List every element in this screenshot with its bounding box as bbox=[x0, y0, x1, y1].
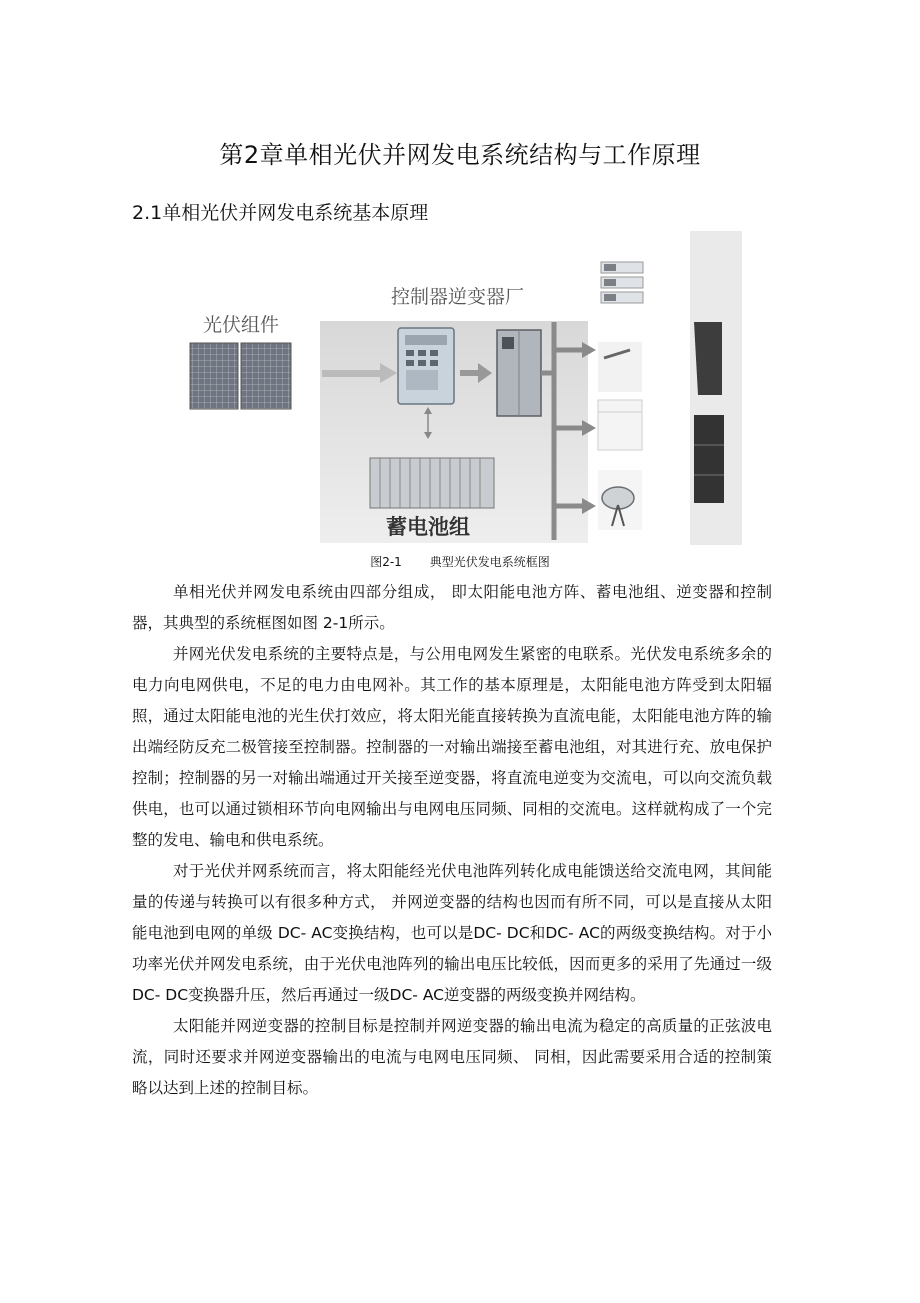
pv-panel-image bbox=[190, 343, 291, 409]
inverter-image bbox=[497, 330, 541, 416]
paragraph: 单相光伏并网发电系统由四部分组成， 即太阳能电池方阵、蓄电池组、逆变器和控制器，其典型的系统框图如图 2-1所示。 bbox=[132, 583, 772, 632]
grid-equipment-strip bbox=[690, 231, 742, 545]
satellite-dish-image bbox=[598, 470, 642, 530]
controller-image bbox=[398, 328, 454, 404]
section-title: 2.1单相光伏并网发电系统基本原理 bbox=[132, 202, 429, 224]
lights-image bbox=[601, 262, 643, 303]
load-arrow-2 bbox=[582, 420, 596, 436]
figure-caption-text: 典型光伏发电系统框图 bbox=[429, 555, 550, 569]
pv-module-label: 光伏组件 bbox=[203, 314, 280, 336]
appliance-image bbox=[598, 400, 642, 450]
lamp-image bbox=[598, 342, 642, 392]
battery-bank-image bbox=[370, 458, 494, 508]
paragraph: 太阳能并网逆变器的控制目标是控制并网逆变器的输出电流为稳定的高质量的正弦波电流，同时还要求并网逆变器输出的电流与电网电压同频、 同相，因此需要采用合适的控制策略以达到上述的控制目标。 bbox=[132, 1017, 772, 1097]
chapter-title: 第2章单相光伏并网发电系统结构与工作原理 bbox=[219, 141, 701, 169]
paragraph: 并网光伏发电系统的主要特点是，与公用电网发生紧密的电联系。光伏发电系统多余的电力向电网供电，不足的电力由电网补。其工作的基本原理是，太阳能电池方阵受到太阳辐照，通过太阳能电池的光生伏打效应，将太阳光能直接转换为直流电能，太阳能电池方阵的输出端经防反充二极管接至控制器。控制器的一对输出端接至蓄电池组，对其进行充、放电保护控制；控制器的另一对输出端通过开关接至逆变器，将直流电逆变为交流电，可以向交流负载供电，也可以通过锁相环节向电网输出与电网电压同频、同相的交流电。这样就构成了一个完整的发电、输电和供电系统。 bbox=[132, 645, 772, 849]
system-block-diagram bbox=[0, 0, 920, 560]
load-arrow-3 bbox=[582, 498, 596, 514]
figure-number: 图2-1 bbox=[370, 555, 402, 569]
controller-inverter-label: 控制器逆变器厂 bbox=[391, 286, 525, 308]
body-text bbox=[132, 577, 772, 1104]
figure-caption bbox=[0, 553, 920, 570]
paragraph: 对于光伏并网系统而言，将太阳能经光伏电池阵列转化成电能馈送给交流电网，其间能量的传递与转换可以有很多种方式， 并网逆变器的结构也因而有所不同，可以是直接从太阳能电池到电网的单级 DC- AC变换结构，也可以是DC- DC和DC- AC的两级变换结构。对于小功率光伏并网发电系统，由于光伏电池阵列的输出电压比较低，因而更多的采用了先通过一级 DC- DC变换器升压，然后再通过一级DC- AC逆变器的两级变换并网结构。 bbox=[132, 862, 772, 1004]
load-arrow-1 bbox=[582, 342, 596, 358]
diagram-graphics bbox=[0, 0, 920, 560]
battery-bank-label: 蓄电池组 bbox=[386, 515, 470, 539]
